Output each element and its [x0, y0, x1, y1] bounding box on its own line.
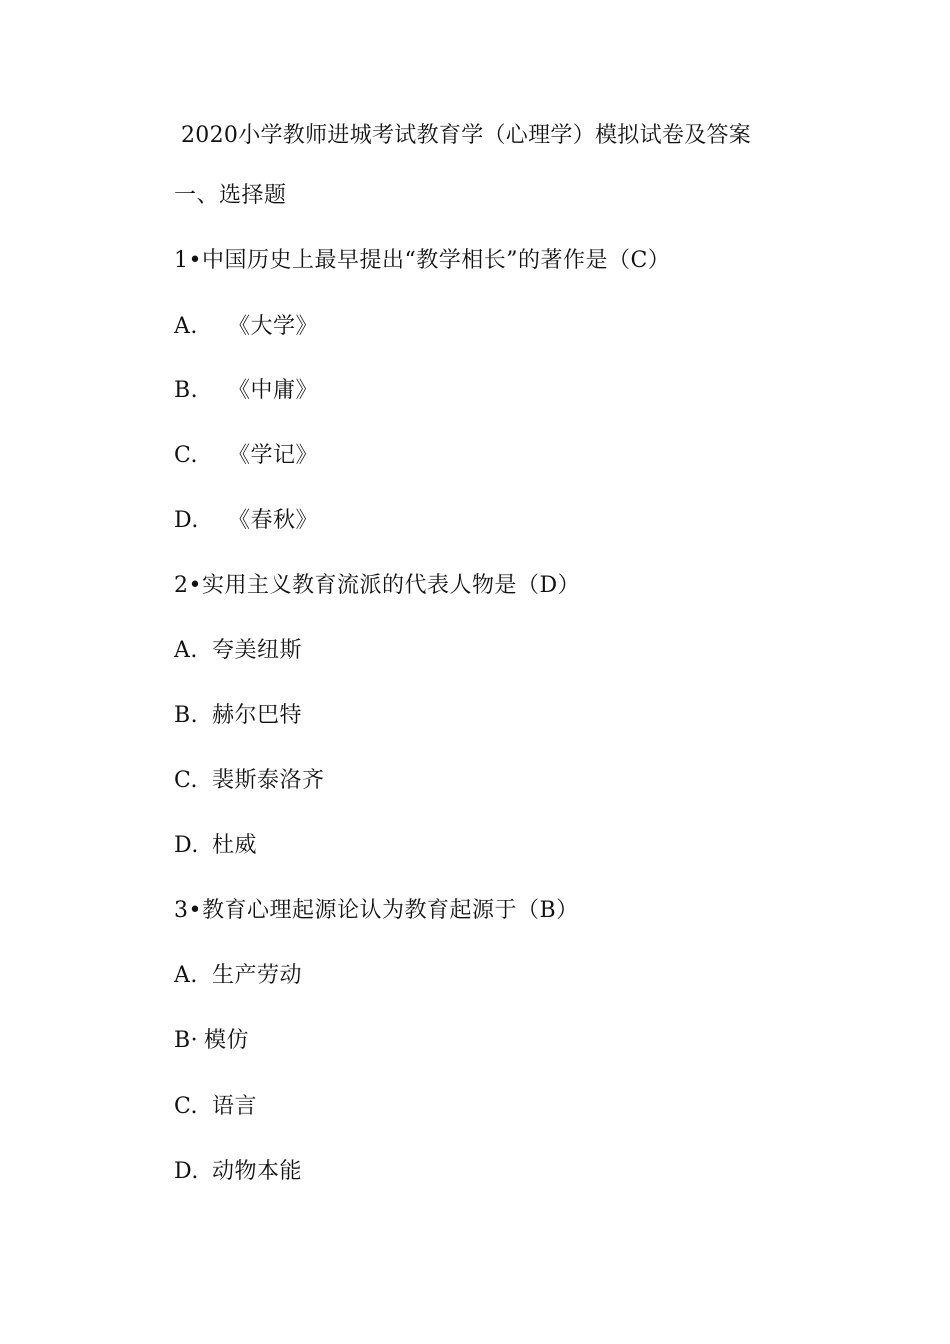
question-2-option-d	[174, 831, 257, 861]
option-letter: B.	[174, 703, 199, 728]
question-3-stem: 3•教育心理起源论认为教育起源于（B）	[174, 898, 579, 923]
option-text: 生产劳动	[212, 963, 303, 988]
option-text: 语言	[212, 1094, 258, 1119]
option-letter: D.	[174, 833, 199, 858]
question-2-option-b	[174, 701, 302, 731]
option-letter: D.	[174, 508, 199, 533]
option-text: 《春秋》	[228, 508, 319, 533]
option-text: 杜威	[212, 833, 258, 858]
question-1-option-c	[174, 441, 318, 471]
option-letter: C.	[174, 1094, 199, 1119]
option-text: 裴斯泰洛齐	[212, 768, 325, 793]
question-2-stem: 2•实用主义教育流派的代表人物是（D）	[174, 573, 581, 598]
document-title: 2020小学教师进城考试教育学（心理学）模拟试卷及答案	[181, 123, 752, 148]
question-2-option-a	[174, 636, 302, 666]
question-3-option-c	[174, 1092, 257, 1122]
option-letter: C.	[174, 443, 199, 468]
option-letter: A.	[174, 963, 198, 988]
option-letter: D.	[174, 1159, 199, 1184]
option-text: 夸美纽斯	[212, 638, 303, 663]
option-letter: B·	[174, 1028, 199, 1053]
question-3-option-a	[174, 961, 302, 991]
option-letter: C.	[174, 768, 199, 793]
option-text: 动物本能	[212, 1159, 303, 1184]
question-1-stem: 1•中国历史上最早提出“教学相长”的著作是（C）	[174, 248, 671, 273]
option-letter: A.	[174, 638, 198, 663]
option-text: 《中庸》	[228, 378, 319, 403]
question-1-option-d	[174, 506, 318, 536]
option-text: 《学记》	[228, 443, 319, 468]
option-text: 赫尔巴特	[212, 703, 303, 728]
option-letter: A.	[174, 314, 198, 339]
section-heading: 一、选择题	[174, 183, 287, 208]
option-text: 《大学》	[228, 314, 319, 339]
question-3-option-d	[174, 1157, 302, 1187]
question-1-option-b	[174, 376, 318, 406]
question-1-option-a	[174, 312, 318, 342]
question-2-option-c	[174, 766, 325, 796]
question-3-option-b	[174, 1026, 249, 1056]
option-letter: B.	[174, 378, 199, 403]
option-text: 模仿	[204, 1028, 250, 1053]
